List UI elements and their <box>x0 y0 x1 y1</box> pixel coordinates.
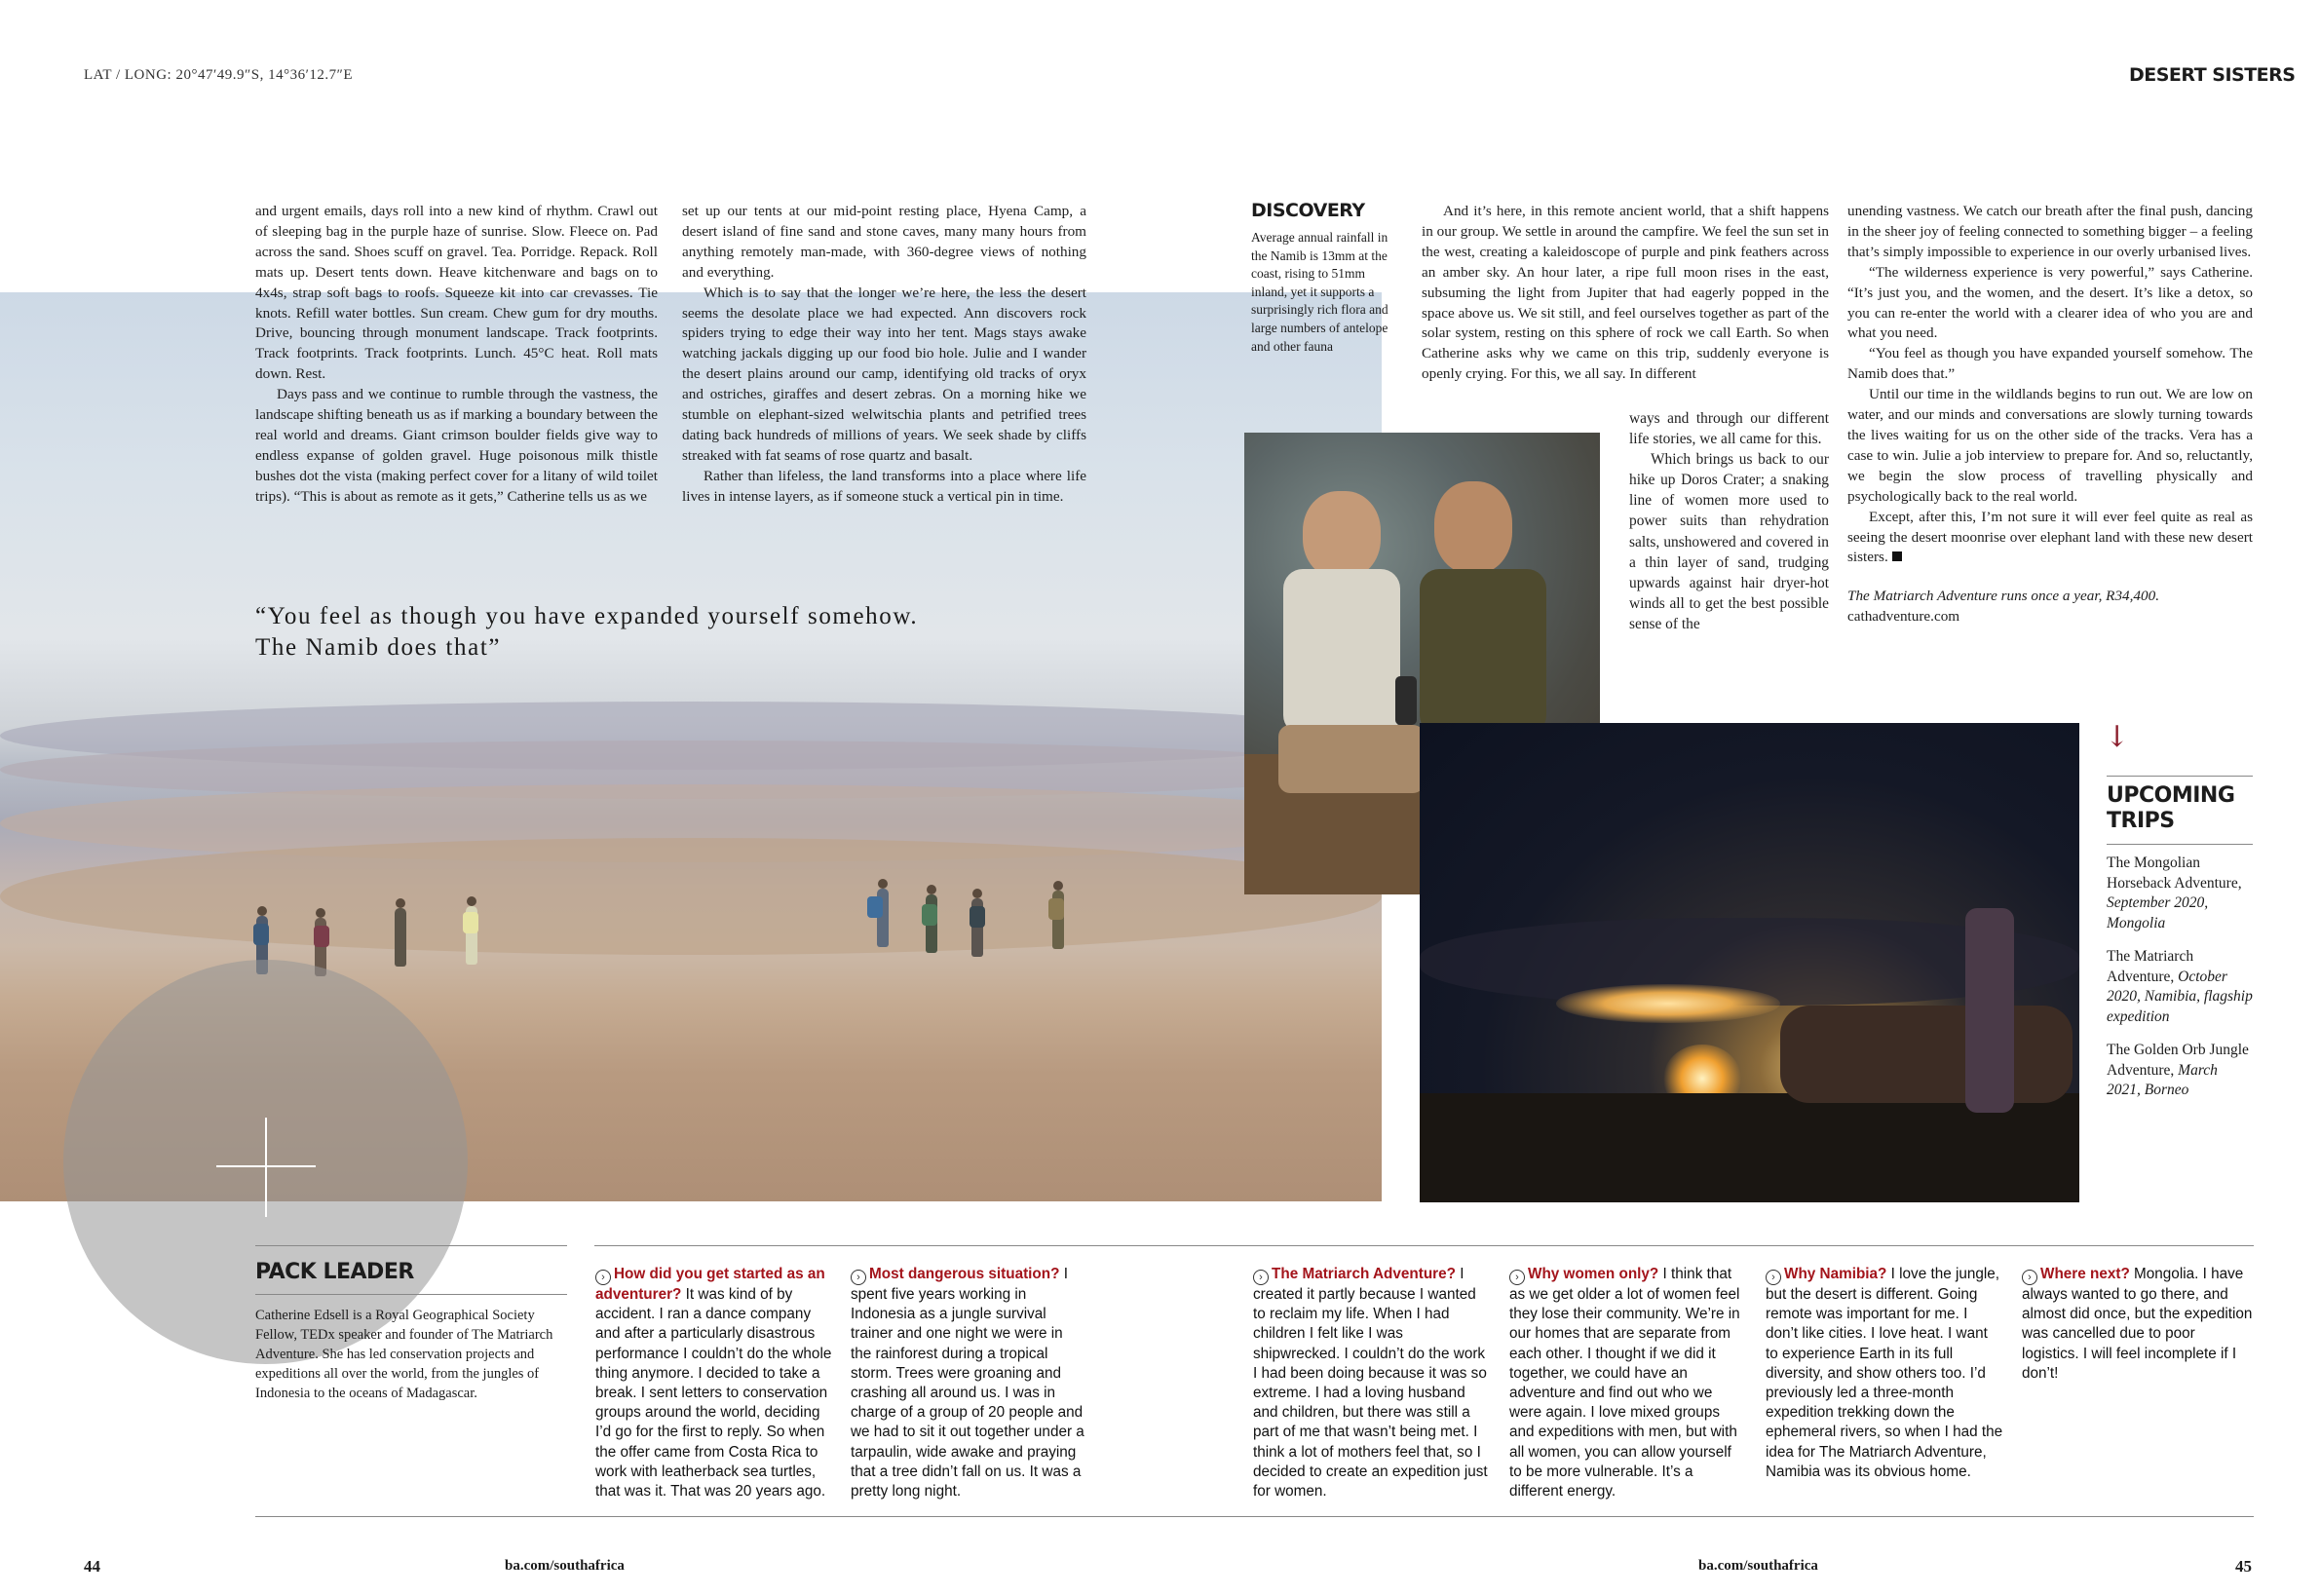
trip-detail: October 2020, Namibia, flagship expedition <box>2107 968 2253 1025</box>
paragraph: Which brings us back to our hike up Doros Crater; a snaking line of women more used to power suits than rehydration salts, unshowered and covered in a thin layer of sand, trudging upwards against hair dryer-hot winds all to get the best possible sense of the <box>1629 451 1829 632</box>
paragraph: set up our tents at our mid-point resting place, Hyena Camp, a desert island of fine sand and stone caves, many many hours from anything remotely man-made, with 360-degree views of nothing and everything. <box>682 203 1086 281</box>
qa-question: Why women only? <box>1528 1266 1659 1282</box>
trip-item <box>2107 1041 2253 1101</box>
footnote: The Matriarch Adventure runs once a year, R34,400. <box>1847 588 2160 605</box>
paragraph: and urgent emails, days roll into a new kind of rhythm. Crawl out of sleeping bag in the purple haze of sunrise. Slow. Fleece on. Pad across the sand. Shoes scuff on gravel. Tea. Porridge. Repack. Roll mats up. Desert tents down. Heave kitchenware and bags on to 4x4s, strap soft bags to roofs. Squeeze kit into car crevasses. Tie knots. Refill water bottles. Sun cream. Chew gum for dry mouths. Drive, bouncing through monument landscape. Track footprints. Track footprints. Track footprints. Lunch. 45°C heat. Roll mats down. Rest. <box>255 203 658 383</box>
footer-rule <box>255 1516 2254 1517</box>
trip-detail: September 2020, Mongolia <box>2107 894 2209 931</box>
trip-item <box>2107 854 2253 933</box>
qa-answer: It was kind of by accident. I ran a dance company and after a particularly disastrous performance I couldn’t do the whole thing anymore. I decided to take a break. I sent letters to conservation groups around the world, deciding I’d go for the first to reply. So when the offer came from Costa Rica to work with leatherback sea turtles, that was it. That was 20 years ago. <box>595 1286 832 1501</box>
qa-question: Why Namibia? <box>1784 1266 1887 1282</box>
body-column-3 <box>1422 202 1829 385</box>
crosshair-vertical <box>265 1118 267 1217</box>
arrow-right-icon: › <box>595 1270 611 1285</box>
upcoming-title-rule <box>2107 844 2253 845</box>
arrow-right-icon: › <box>2022 1270 2037 1285</box>
paragraph <box>1847 508 2253 569</box>
qa-item <box>595 1265 837 1501</box>
qa-item <box>1253 1265 1491 1501</box>
paragraph: And it’s here, in this remote ancient world, that a shift happens in our group. We settle in around the campfire. We feel the sun set in the west, creating a kaleidoscope of purple and pink feathers across an amber sky. An hour later, a ripe full moon rises in the east, subsuming the light from Jupiter that had eagerly popped in the space above us. We sit still, and feel ourselves together as part of the solar system, resting on this sphere of rock we call Earth. So when Catherine asks why we came on this trip, suddenly everyone is openly crying. For this, we all say. In different <box>1422 203 1829 383</box>
paragraph: “The wilderness experience is very powerful,” says Catherine. “It’s just you, and the women, and the desert. It’s like a detox, so you can re-enter the world with a clearer idea of who you are and what you need. <box>1847 263 2253 342</box>
pack-leader-rule <box>255 1245 567 1246</box>
trip-detail: March 2021, Borneo <box>2107 1061 2218 1098</box>
end-mark-icon <box>1892 551 1902 561</box>
body-column-4 <box>1847 202 2253 627</box>
body-column-1 <box>255 202 658 508</box>
qa-question: Where next? <box>2040 1266 2130 1282</box>
pull-quote-line: The Namib does that” <box>255 634 502 661</box>
arrow-right-icon: › <box>851 1270 866 1285</box>
discovery-text: Average annual rainfall in the Namib is 13mm at the coast, rising to 51mm inland, yet it supports a surprisingly rich flora and large numbers of antelope and other fauna <box>1251 230 1388 354</box>
qa-item <box>851 1265 1084 1501</box>
qa-question: Most dangerous situation? <box>869 1266 1060 1282</box>
qa-answer: I spent five years working in Indonesia as a jungle survival trainer and one night we were in the rainforest during a tropical storm. Trees were groaning and crashing all around us. I was in charge of a group of 20 people and we had to sit it out together under a tarpaulin, wide awake and praying that a tree didn’t fall on us. It was a pretty long night. <box>851 1266 1084 1501</box>
qa-question: How did you get started as an adventurer? <box>595 1266 825 1303</box>
campfire-photo <box>1420 723 2079 1202</box>
footnote-url[interactable]: cathadventure.com <box>1847 608 1960 626</box>
pull-quote-line: “You feel as though you have expanded yourself somehow. <box>255 603 919 629</box>
paragraph: Days pass and we continue to rumble through the vastness, the landscape shifting beneath us as if marking a boundary between the real world and dreams. Giant crimson boulder fields give way to endless expanse of golden gravel. Huge poisonous milk thistle bushes dot the vista (making perfect cover for a litany of wild toilet trips). “This is about as remote as it gets,” Catherine tells us as we <box>255 386 658 505</box>
footer-url-left[interactable]: ba.com/southafrica <box>505 1558 625 1574</box>
qa-question: The Matriarch Adventure? <box>1272 1266 1456 1282</box>
page-number-left: 44 <box>84 1557 100 1576</box>
paragraph: Which is to say that the longer we’re here, the less the desert seems the desolate place we had expected. Ann discovers rock spiders trying to edge their way into her tent. Mags stays awake watching jackals digging up our food bio hole. Julie and I wander the desert plains around our camp, identifying old tracks of oryx and ostriches, giraffes and desert zebras. On a morning hike we stumble on elephant-sized welwitschia plants and petrified trees dating back hundreds of millions of years. We seek shade by cliffs streaked with fat seams of rose quartz and basalt. <box>682 284 1086 464</box>
upcoming-trips-list <box>2107 854 2253 1115</box>
footer-url-right[interactable]: ba.com/southafrica <box>1698 1558 1818 1574</box>
qa-item <box>1766 1265 2003 1482</box>
trip-name: The Mongolian Horseback Adventure, <box>2107 855 2242 892</box>
pack-leader-title-rule <box>255 1294 567 1295</box>
qa-item <box>2022 1265 2256 1384</box>
pack-leader-title: PACK LEADER <box>255 1260 414 1284</box>
arrow-right-icon: › <box>1509 1270 1525 1285</box>
paragraph: Until our time in the wildlands begins to run out. We are low on water, and our minds and conversations are slowly turning towards the lives waiting for us on the other side of the tracks. Vera has a case to win. Julie a job interview to prepare for. And so, reluctantly, we begin the slow process of travelling physically and psychologically back to the real world. <box>1847 386 2253 505</box>
body-column-3-narrow <box>1629 408 1829 634</box>
arrow-right-icon: › <box>1253 1270 1269 1285</box>
qa-item <box>1509 1265 1747 1501</box>
running-head-location: LAT / LONG: 20°47′49.9″S, 14°36′12.7″E <box>84 67 354 83</box>
arrow-right-icon: › <box>1766 1270 1781 1285</box>
closing-paragraph: Except, after this, I’m not sure it will ever feel quite as real as seeing the desert moonrise over elephant land with these new desert sisters. <box>1847 508 2253 566</box>
paragraph: unending vastness. We catch our breath after the final push, dancing in the sheer joy of feeling connected to something bigger – a feeling that’s simply impossible to experience in our overly urbanised lives. <box>1847 203 2253 260</box>
pull-quote <box>255 601 1132 664</box>
upcoming-rule <box>2107 776 2253 777</box>
body-column-2 <box>682 202 1086 508</box>
running-head-title: DESERT SISTERS <box>2129 64 2296 86</box>
discovery-title: DISCOVERY <box>1251 200 1365 221</box>
page-number-right: 45 <box>2235 1557 2252 1576</box>
arrow-down-icon: ↓ <box>2105 720 2130 754</box>
qa-answer: I love the jungle, but the desert is different. Going remote was important for me. I don’t like cities. I love heat. I want to experience Earth in its full diversity, and show others too. I’d previously led a three-month expedition trekking down the ephemeral rivers, so when I had the idea for The Matriarch Adventure, Namibia was its obvious home. <box>1766 1266 2003 1480</box>
paragraph: ways and through our different life stories, we all came for this. <box>1629 410 1829 448</box>
upcoming-title <box>2107 783 2234 834</box>
trip-name: The Golden Orb Jungle Adventure, <box>2107 1042 2249 1079</box>
qa-top-rule <box>594 1245 2254 1246</box>
trip-name: The Matriarch Adventure, <box>2107 948 2194 985</box>
upcoming-title-line: TRIPS <box>2107 809 2175 833</box>
pack-leader-bio: Catherine Edsell is a Royal Geographical Society Fellow, TEDx speaker and founder of The Matriarch Adventure. She has led conservation projects and expeditions all over the world, from the jungles of Indonesia to the oceans of Madagascar. <box>255 1308 553 1401</box>
upcoming-title-line: UPCOMING <box>2107 783 2235 808</box>
paragraph: Rather than lifeless, the land transforms into a place where life lives in intense layers, as if someone stuck a vertical pin in time. <box>682 467 1086 505</box>
qa-answer: I created it partly because I wanted to reclaim my life. When I had children I felt like I was shipwrecked. I couldn’t do the work I had been doing because it was so extreme. I had a loving husband and children, but there was still a part of me that wasn’t being met. I think a lot of mothers feel that, so I decided to create an expedition just for women. <box>1253 1266 1488 1501</box>
trip-item <box>2107 947 2253 1027</box>
qa-answer: Mongolia. I have always wanted to go there, and almost did once, but the expedition was cancelled due to poor logistics. I will feel incomplete if I don’t! <box>2022 1266 2253 1382</box>
qa-answer: I think that as we get older a lot of women feel they lose their community. We’re in our homes that are separate from each other. I thought if we did it together, we could have an adventure and find out who we were again. I love mixed groups and expeditions with men, but with all women, you can allow yourself to be more vulnerable. It’s a different energy. <box>1509 1266 1740 1501</box>
paragraph: “You feel as though you have expanded yourself somehow. The Namib does that.” <box>1847 345 2253 383</box>
